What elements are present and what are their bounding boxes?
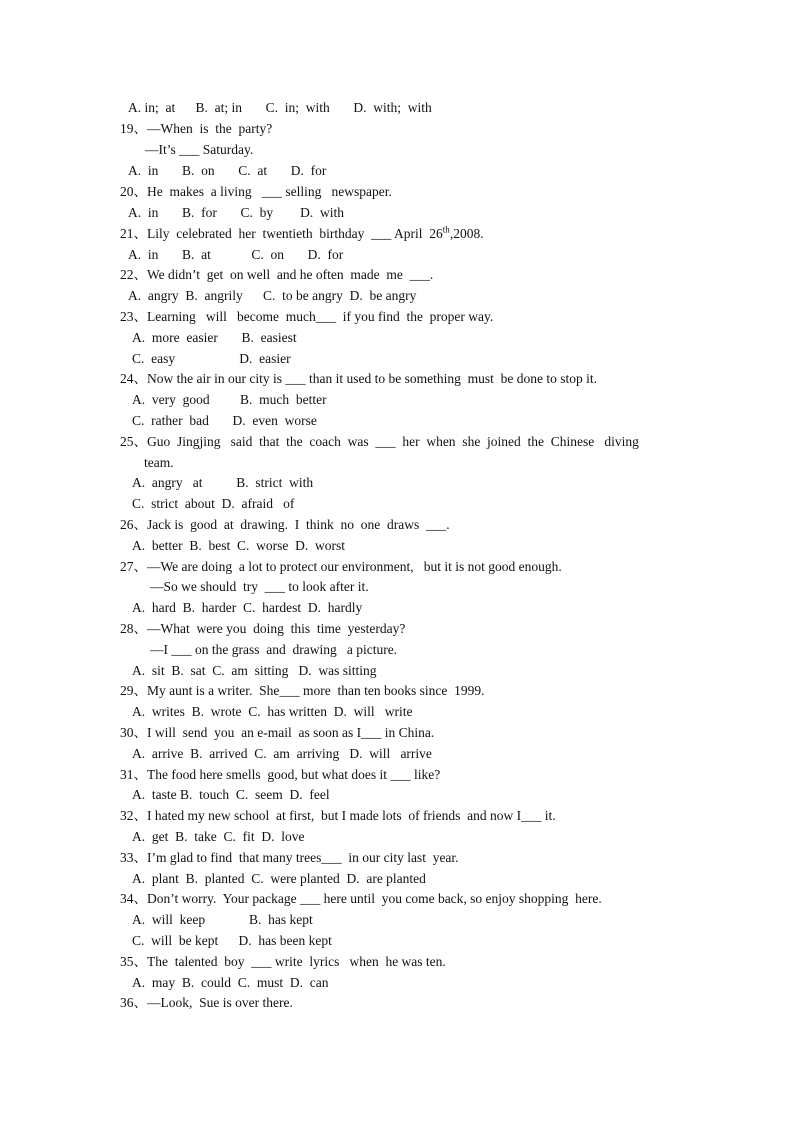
q19-question-line2: —It’s ___ Saturday. xyxy=(145,142,254,157)
q31-question: 31、The food here smells good, but what does it ___ like? xyxy=(120,767,441,782)
q35-options: A. may B. could C. must D. can xyxy=(132,975,329,990)
q23-options-row1: A. more easier B. easiest xyxy=(132,330,297,345)
q26-question: 26、Jack is good at drawing. I think no one draws ___. xyxy=(120,517,450,532)
q27-question-line2: —So we should try ___ to look after it. xyxy=(150,579,369,594)
q27-options: A. hard B. harder C. hardest D. hardly xyxy=(132,600,363,615)
q24-options-row2: C. rather bad D. even worse xyxy=(132,413,317,428)
q20-options: A. in B. for C. by D. with xyxy=(128,205,344,220)
q23-options-row2: C. easy D. easier xyxy=(132,351,291,366)
q29-question: 29、My aunt is a writer. She___ more than ten books since 1999. xyxy=(120,683,485,698)
q28-options: A. sit B. sat C. am sitting D. was sitting xyxy=(132,663,377,678)
q33-options: A. plant B. planted C. were planted D. are planted xyxy=(132,871,426,886)
q36-question: 36、—Look, Sue is over there. xyxy=(120,995,293,1010)
q19-options: A. in B. on C. at D. for xyxy=(128,163,327,178)
q30-question: 30、I will send you an e-mail as soon as I___ in China. xyxy=(120,725,435,740)
q25-question-line2: team. xyxy=(144,455,174,470)
q21-ordinal-suffix: th xyxy=(442,224,450,235)
q25-options-row2: C. strict about D. afraid of xyxy=(132,496,295,511)
q28-question-line2: —I ___ on the grass and drawing a picture. xyxy=(150,642,398,657)
q23-question: 23、Learning will become much___ if you find the proper way. xyxy=(120,309,494,324)
q34-question: 34、Don’t worry. Your package ___ here until you come back, so enjoy shopping here. xyxy=(120,891,602,906)
q21-options: A. in B. at C. on D. for xyxy=(128,247,344,262)
q25-options-row1: A. angry at B. strict with xyxy=(132,475,314,490)
q24-question: 24、Now the air in our city is ___ than it used to be something must be done to stop it. xyxy=(120,371,597,386)
q32-options: A. get B. take C. fit D. love xyxy=(132,829,305,844)
q21-year: ,2008. xyxy=(449,226,484,241)
q18-options: A. in; at B. at; in C. in; with D. with; with xyxy=(128,100,432,115)
q27-question: 27、—We are doing a lot to protect our environment, but it is not good enough. xyxy=(120,559,562,574)
q19-question: 19、—When is the party? xyxy=(120,121,273,136)
q25-question: 25、Guo Jingjing said that the coach was ___ her when she joined the Chinese diving xyxy=(120,434,639,449)
q28-question: 28、—What were you doing this time yesterday? xyxy=(120,621,406,636)
q32-question: 32、I hated my new school at first, but I made lots of friends and now I___ it. xyxy=(120,808,556,823)
q22-options: A. angry B. angrily C. to be angry D. be angry xyxy=(128,288,417,303)
q33-question: 33、I’m glad to find that many trees___ in our city last year. xyxy=(120,850,459,865)
q34-options-row1: A. will keep B. has kept xyxy=(132,912,313,927)
q31-options: A. taste B. touch C. seem D. feel xyxy=(132,787,330,802)
q35-question: 35、The talented boy ___ write lyrics when he was ten. xyxy=(120,954,446,969)
q24-options-row1: A. very good B. much better xyxy=(132,392,327,407)
q20-question: 20、He makes a living ___ selling newspaper. xyxy=(120,184,392,199)
q30-options: A. arrive B. arrived C. am arriving D. will arrive xyxy=(132,746,432,761)
q26-options: A. better B. best C. worse D. worst xyxy=(132,538,345,553)
q21-question-text: 21、Lily celebrated her twentieth birthday ___ April 26 xyxy=(120,226,443,241)
q34-options-row2: C. will be kept D. has been kept xyxy=(132,933,332,948)
q22-question: 22、We didn’t get on well and he often made me ___. xyxy=(120,267,434,282)
q21-question xyxy=(120,226,484,242)
q29-options: A. writes B. wrote C. has written D. will write xyxy=(132,704,413,719)
